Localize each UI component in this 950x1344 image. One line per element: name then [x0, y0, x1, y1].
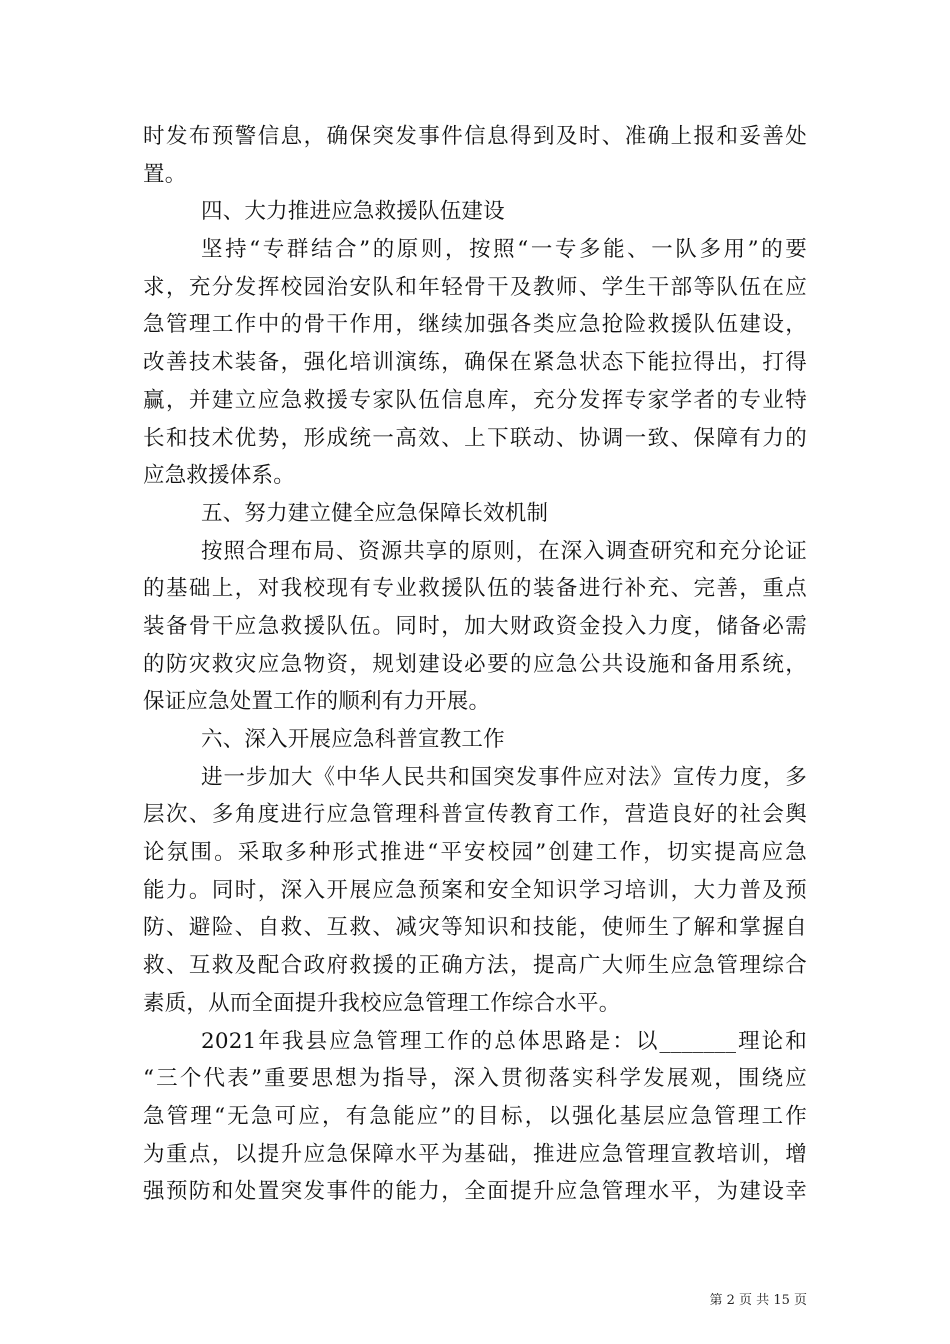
text-line: 的防灾救灾应急物资，规划建设必要的应急公共设施和备用系统，: [143, 651, 807, 677]
text-line: 急管理工作中的骨干作用，继续加强各类应急抢险救援队伍建设，: [143, 312, 807, 338]
text-line: 应急救援体系。: [143, 463, 295, 489]
text-line: 2021年我县应急管理工作的总体思路是：以_______理论和: [201, 1028, 807, 1054]
section-heading: 四、大力推进应急救援队伍建设: [201, 199, 505, 225]
text-line: 急管理“无急可应，有急能应”的目标，以强化基层应急管理工作: [143, 1103, 807, 1129]
text-line: 救、互救及配合政府救援的正确方法，提高广大师生应急管理综合: [143, 953, 807, 979]
section-heading: 六、深入开展应急科普宣教工作: [201, 727, 505, 752]
text-line: 进一步加大《中华人民共和国突发事件应对法》宣传力度，多: [201, 764, 807, 790]
text-line: 为重点，以提升应急保障水平为基础，推进应急管理宣教培训，增: [143, 1141, 807, 1167]
text-line: 强预防和处置突发事件的能力，全面提升应急管理水平，为建设幸: [143, 1179, 807, 1205]
text-line: “三个代表”重要思想为指导，深入贯彻落实科学发展观，围绕应: [143, 1066, 807, 1092]
text-line: 时发布预警信息，确保突发事件信息得到及时、准确上报和妥善处: [143, 124, 807, 149]
text-line: 保证应急处置工作的顺利有力开展。: [143, 689, 491, 715]
text-line: 装备骨干应急救援队伍。同时，加大财政资金投入力度，储备必需: [143, 613, 807, 639]
text-line: 求，充分发挥校园治安队和年轻骨干及教师、学生干部等队伍在应: [143, 274, 807, 300]
page-number-footer: 第 2 页 共 15 页: [709, 1293, 807, 1308]
document-body: [143, 118, 807, 1211]
text-line: 论氛围。采取多种形式推进“平安校园”创建工作，切实提高应急: [143, 840, 807, 866]
section-heading: 五、努力建立健全应急保障长效机制: [201, 500, 549, 526]
text-line: 层次、多角度进行应急管理科普宣传教育工作，营造良好的社会舆: [143, 802, 807, 828]
text-line: 防、避险、自救、互救、减灾等知识和技能，使师生了解和掌握自: [143, 915, 807, 941]
text-line: 能力。同时，深入开展应急预案和安全知识学习培训，大力普及预: [143, 877, 807, 903]
text-line: 赢，并建立应急救援专家队伍信息库，充分发挥专家学者的专业特: [143, 387, 807, 413]
text-line: 长和技术优势，形成统一高效、上下联动、协调一致、保障有力的: [143, 425, 807, 451]
text-line: 按照合理布局、资源共享的原则，在深入调查研究和充分论证: [201, 538, 807, 564]
text-line: 的基础上，对我校现有专业救援队伍的装备进行补充、完善，重点: [143, 576, 807, 602]
text-line: 素质，从而全面提升我校应急管理工作综合水平。: [143, 990, 621, 1016]
text-line: 改善技术装备，强化培训演练，确保在紧急状态下能拉得出，打得: [143, 350, 807, 376]
text-line: 坚持“专群结合”的原则，按照“一专多能、一队多用”的要: [201, 237, 807, 263]
text-line: 置。: [143, 161, 187, 187]
